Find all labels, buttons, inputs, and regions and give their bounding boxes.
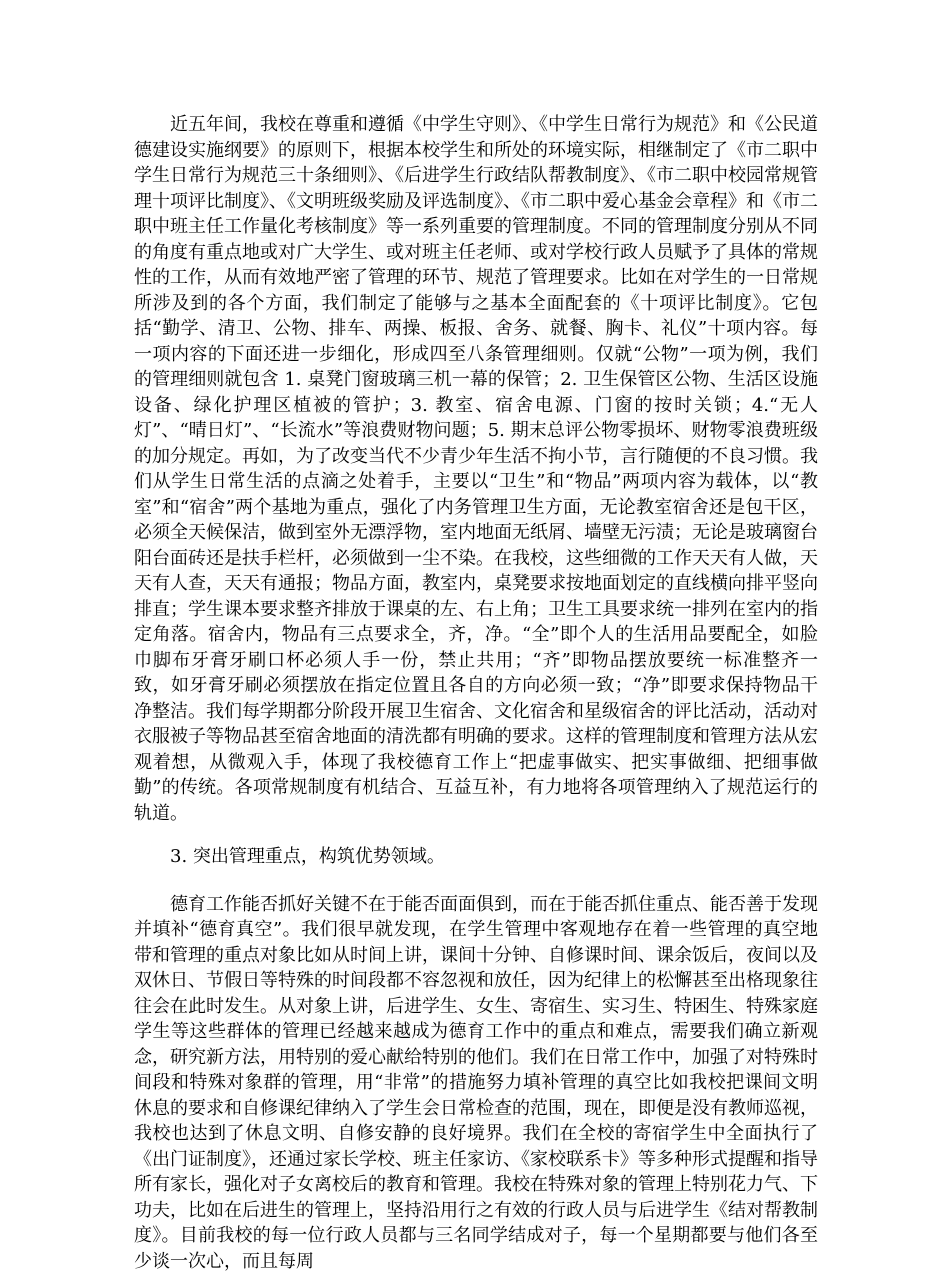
document-body — [134, 112, 818, 1274]
section-heading: 3. 突出管理重点，构筑优势领域。 — [134, 844, 818, 870]
paragraph-management-rules: 近五年间，我校在尊重和遵循《中学生守则》、《中学生日常行为规范》和《公民道德建设实施纲要》的原则下，根据本校学生和所处的环境实际，相继制定了《市二职中学生日常行为规范三十条细则》、《后进学生行政结队帮教制度》、《市二职中校园常规管理十项评比制度》、《文明班级奖励及评选制度》、《市二职中爱心基金会章程》和《市二职中班主任工作量化考核制度》等一系列重要的管理制度。不同的管理制度分别从不同的角度有重点地或对广大学生、或对班主任老师、或对学校行政人员赋予了具体的常规性的工作，从而有效地严密了管理的环节、规范了管理要求。比如在对学生的一日常规所涉及到的各个方面，我们制定了能够与之基本全面配套的《十项评比制度》。它包括“勤学、清卫、公物、排车、两操、板报、舍务、就餐、胸卡、礼仪”十项内容。每一项内容的下面还进一步细化，形成四至八条管理细则。仅就“公物”一项为例，我们的管理细则就包含 1. 桌凳门窗玻璃三机一幕的保管；2. 卫生保管区公物、生活区设施设备、绿化护理区植被的管护；3. 教室、宿舍电源、门窗的按时关锁；4.“无人灯”、“晴日灯”、“长流水”等浪费财物问题；5. 期末总评公物零损坏、财物零浪费班级的加分规定。再如，为了改变当代不少青少年生活不拘小节，言行随便的不良习惯。我们从学生日常生活的点滴之处着手，主要以“卫生”和“物品”两项内容为载体，以“教室”和“宿舍”两个基地为重点，强化了内务管理卫生方面，无论教室宿舍还是包干区，必须全天候保洁，做到室外无漂浮物，室内地面无纸屑、墙壁无污渍；无论是玻璃窗台阳台面砖还是扶手栏杆，必须做到一尘不染。在我校，这些细微的工作天天有人做，天天有人查，天天有通报；物品方面，教室内，桌凳要求按地面划定的直线横向排平竖向排直；学生课本要求整齐排放于课桌的左、右上角；卫生工具要求统一排列在室内的指定角落。宿舍内，物品有三点要求全，齐，净。“全”即个人的生活用品要配全，如脸巾脚布牙膏牙刷口杯必须人手一份，禁止共用；“齐”即物品摆放要统一标准整齐一致，如牙膏牙刷必须摆放在指定位置且各自的方向必须一致；“净”即要求保持物品干净整洁。我们每学期都分阶段开展卫生宿舍、文化宿舍和星级宿舍的评比活动，活动对衣服被子等物品甚至宿舍地面的清洗都有明确的要求。这样的管理制度和管理方法从宏观着想，从微观入手，体现了我校德育工作上“把虚事做实、把实事做细、把细事做勤”的传统。各项常规制度有机结合、互益互补，有力地将各项管理纳入了规范运行的轨道。 — [134, 112, 818, 826]
paragraph-management-focus: 德育工作能否抓好关键不在于能否面面俱到，而在于能否抓住重点、能否善于发现并填补“德育真空”。我们很早就发现，在学生管理中客观地存在着一些管理的真空地带和管理的重点对象比如从时间上讲，课间十分钟、自修课时间、课余饭后，夜间以及双休日、节假日等特殊的时间段都不容忽视和放任，因为纪律上的松懈甚至出格现象往往会在此时发生。从对象上讲，后进学生、女生、寄宿生、实习生、特困生、特殊家庭学生等这些群体的管理已经越来越成为德育工作中的重点和难点，需要我们确立新观念，研究新方法，用特别的爱心献给特别的他们。我们在日常工作中，加强了对特殊时间段和特殊对象群的管理，用“非常”的措施努力填补管理的真空比如我校把课间文明休息的要求和自修课纪律纳入了学生会日常检查的范围，现在，即便是没有教师巡视，我校也达到了休息文明、自修安静的良好境界。我们在全校的寄宿学生中全面执行了《出门证制度》，还通过家长学校、班主任家访、《家校联系卡》等多种形式提醒和指导所有家长，强化对子女离校后的教育和管理。我校在特殊对象的管理上特别花力气、下功夫，比如在后进生的管理上，坚持沿用行之有效的行政人员与后进学生《结对帮教制度》。目前我校的每一位行政人员都与三名同学结成对子，每一个星期都要与他们各至少谈一次心，而且每周 — [134, 892, 818, 1274]
